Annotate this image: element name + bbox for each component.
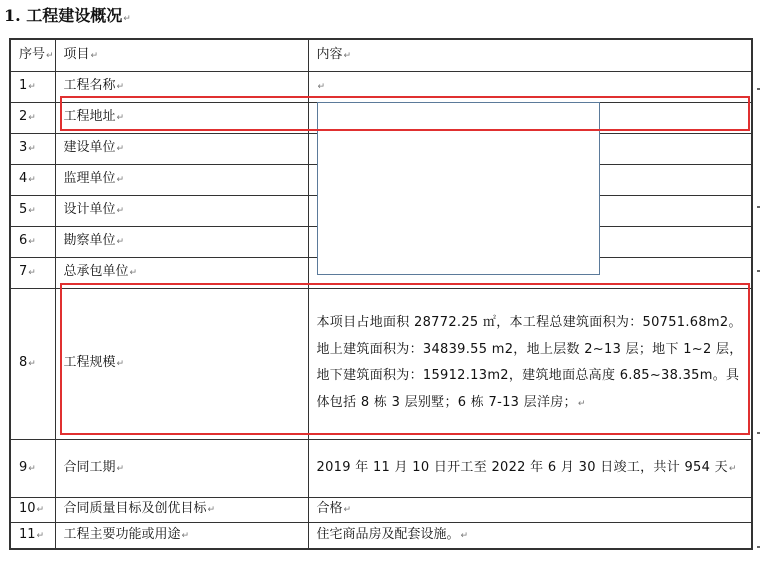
paragraph-mark-icon: ↵: [116, 144, 125, 154]
section-heading: 1. 工程建设概况↵: [4, 6, 131, 25]
paragraph-mark-icon: ↵: [28, 206, 36, 216]
cell-content: [308, 439, 752, 497]
cell-item: [55, 133, 308, 164]
cell-item: [55, 226, 308, 257]
cell-no: [10, 102, 55, 133]
paragraph-mark-icon: ↵: [116, 463, 125, 474]
cell-text: 工程地址: [63, 109, 116, 124]
paragraph-mark-icon: ↵: [28, 463, 36, 474]
cell-text: 工程名称: [63, 78, 116, 93]
cell-item: [55, 497, 308, 522]
cell-text: 2019 年 11 月 10 日开工至 2022 年 6 月 30 日竣工，共计 954 天: [316, 459, 728, 475]
paragraph-mark-icon: ↵: [28, 237, 36, 247]
cell-item: [55, 164, 308, 195]
cell-text: 6: [19, 233, 28, 248]
paragraph-mark-icon: ↵: [123, 14, 131, 24]
paragraph-mark-icon: ↵: [129, 268, 138, 278]
paragraph-mark-icon: ↵: [728, 463, 737, 474]
cell-text: 5: [19, 202, 28, 217]
paragraph-mark-icon: ↵: [207, 505, 216, 515]
cell-no: [10, 226, 55, 257]
cell-text: 工程主要功能或用途: [63, 526, 181, 542]
paragraph-mark-icon: ↵: [28, 144, 36, 154]
paragraph-mark-icon: ↵: [116, 175, 125, 185]
highlight-box-scale: [60, 283, 750, 435]
cell-no: [10, 439, 55, 497]
cell-text: 合同工期: [63, 459, 116, 475]
paragraph-mark-icon: ↵: [28, 113, 36, 123]
paragraph-mark-icon: ↵: [28, 359, 36, 369]
paragraph-mark-icon: ↵: [181, 530, 190, 541]
cell-content: [308, 497, 752, 522]
cell-text: 勘察单位: [63, 233, 116, 248]
paragraph-mark-icon: ↵: [116, 113, 125, 123]
cell-text: 合格: [316, 501, 343, 516]
paragraph-mark-icon: ↵: [317, 82, 326, 92]
cell-text: 建设单位: [63, 140, 116, 155]
cell-text: 7: [19, 264, 28, 279]
paragraph-mark-icon: ↵: [577, 398, 586, 409]
paragraph-mark-icon: ↵: [28, 175, 36, 185]
paragraph-mark-icon: ↵: [28, 82, 36, 92]
paragraph-mark-icon: ↵: [116, 237, 125, 247]
paragraph-mark-icon: ↵: [116, 359, 125, 369]
header-no: 序号↵: [10, 39, 55, 71]
cell-text: 11: [19, 526, 36, 542]
cell-text: 住宅商品房及配套设施。: [316, 526, 460, 542]
table-row: [10, 439, 752, 497]
cell-content: [308, 522, 752, 549]
cell-text: 监理单位: [63, 171, 116, 186]
cell-no: [10, 522, 55, 549]
cell-text: 设计单位: [63, 202, 116, 217]
paragraph-mark-icon: ↵: [460, 530, 469, 541]
cell-text: 2: [19, 109, 28, 124]
cell-no: [10, 497, 55, 522]
cell-text: 10: [19, 501, 36, 516]
table-header-row: [10, 39, 752, 71]
header-item: 项目↵: [55, 39, 308, 71]
paragraph-mark-icon: ↵: [36, 505, 45, 515]
cell-no: [10, 288, 55, 439]
cell-text: 9: [19, 459, 28, 475]
cell-no: [10, 257, 55, 288]
table-row: [10, 497, 752, 522]
paragraph-mark-icon: ↵: [116, 206, 125, 216]
cell-text: 合同质量目标及创优目标: [63, 501, 207, 516]
cell-no: [10, 195, 55, 226]
cell-text: 4: [19, 171, 28, 186]
paragraph-mark-icon: ↵: [116, 82, 125, 92]
cell-text: 1: [19, 78, 28, 93]
cell-text: 总承包单位: [63, 264, 129, 279]
paragraph-mark-icon: ↵: [28, 268, 36, 278]
cell-text: 工程规模: [63, 355, 116, 370]
table-row: [10, 522, 752, 549]
cell-item: [55, 195, 308, 226]
highlight-box-address: [60, 96, 750, 131]
header-content: 内容↵: [308, 39, 752, 71]
cell-text: 3: [19, 140, 28, 155]
cell-item: [55, 439, 308, 497]
cell-no: [10, 71, 55, 102]
cell-text: 8: [19, 355, 28, 370]
cell-item: [55, 522, 308, 549]
paragraph-mark-icon: ↵: [343, 505, 352, 515]
paragraph-mark-icon: ↵: [36, 530, 45, 541]
cell-no: [10, 164, 55, 195]
cell-text: 本项目占地面积 28772.25 ㎡，本工程总建筑面积为：50751.68m2。地上建筑面积为：34839.55 m2，地上层数 2~13 层；地下 1~2 层，地下建筑面积为：15912.13m2，建筑地面总高度 6.85~38.35m。具体包括 8 栋 3 层别墅；6 栋 7-13 层洋房；: [316, 315, 743, 410]
cell-no: [10, 133, 55, 164]
